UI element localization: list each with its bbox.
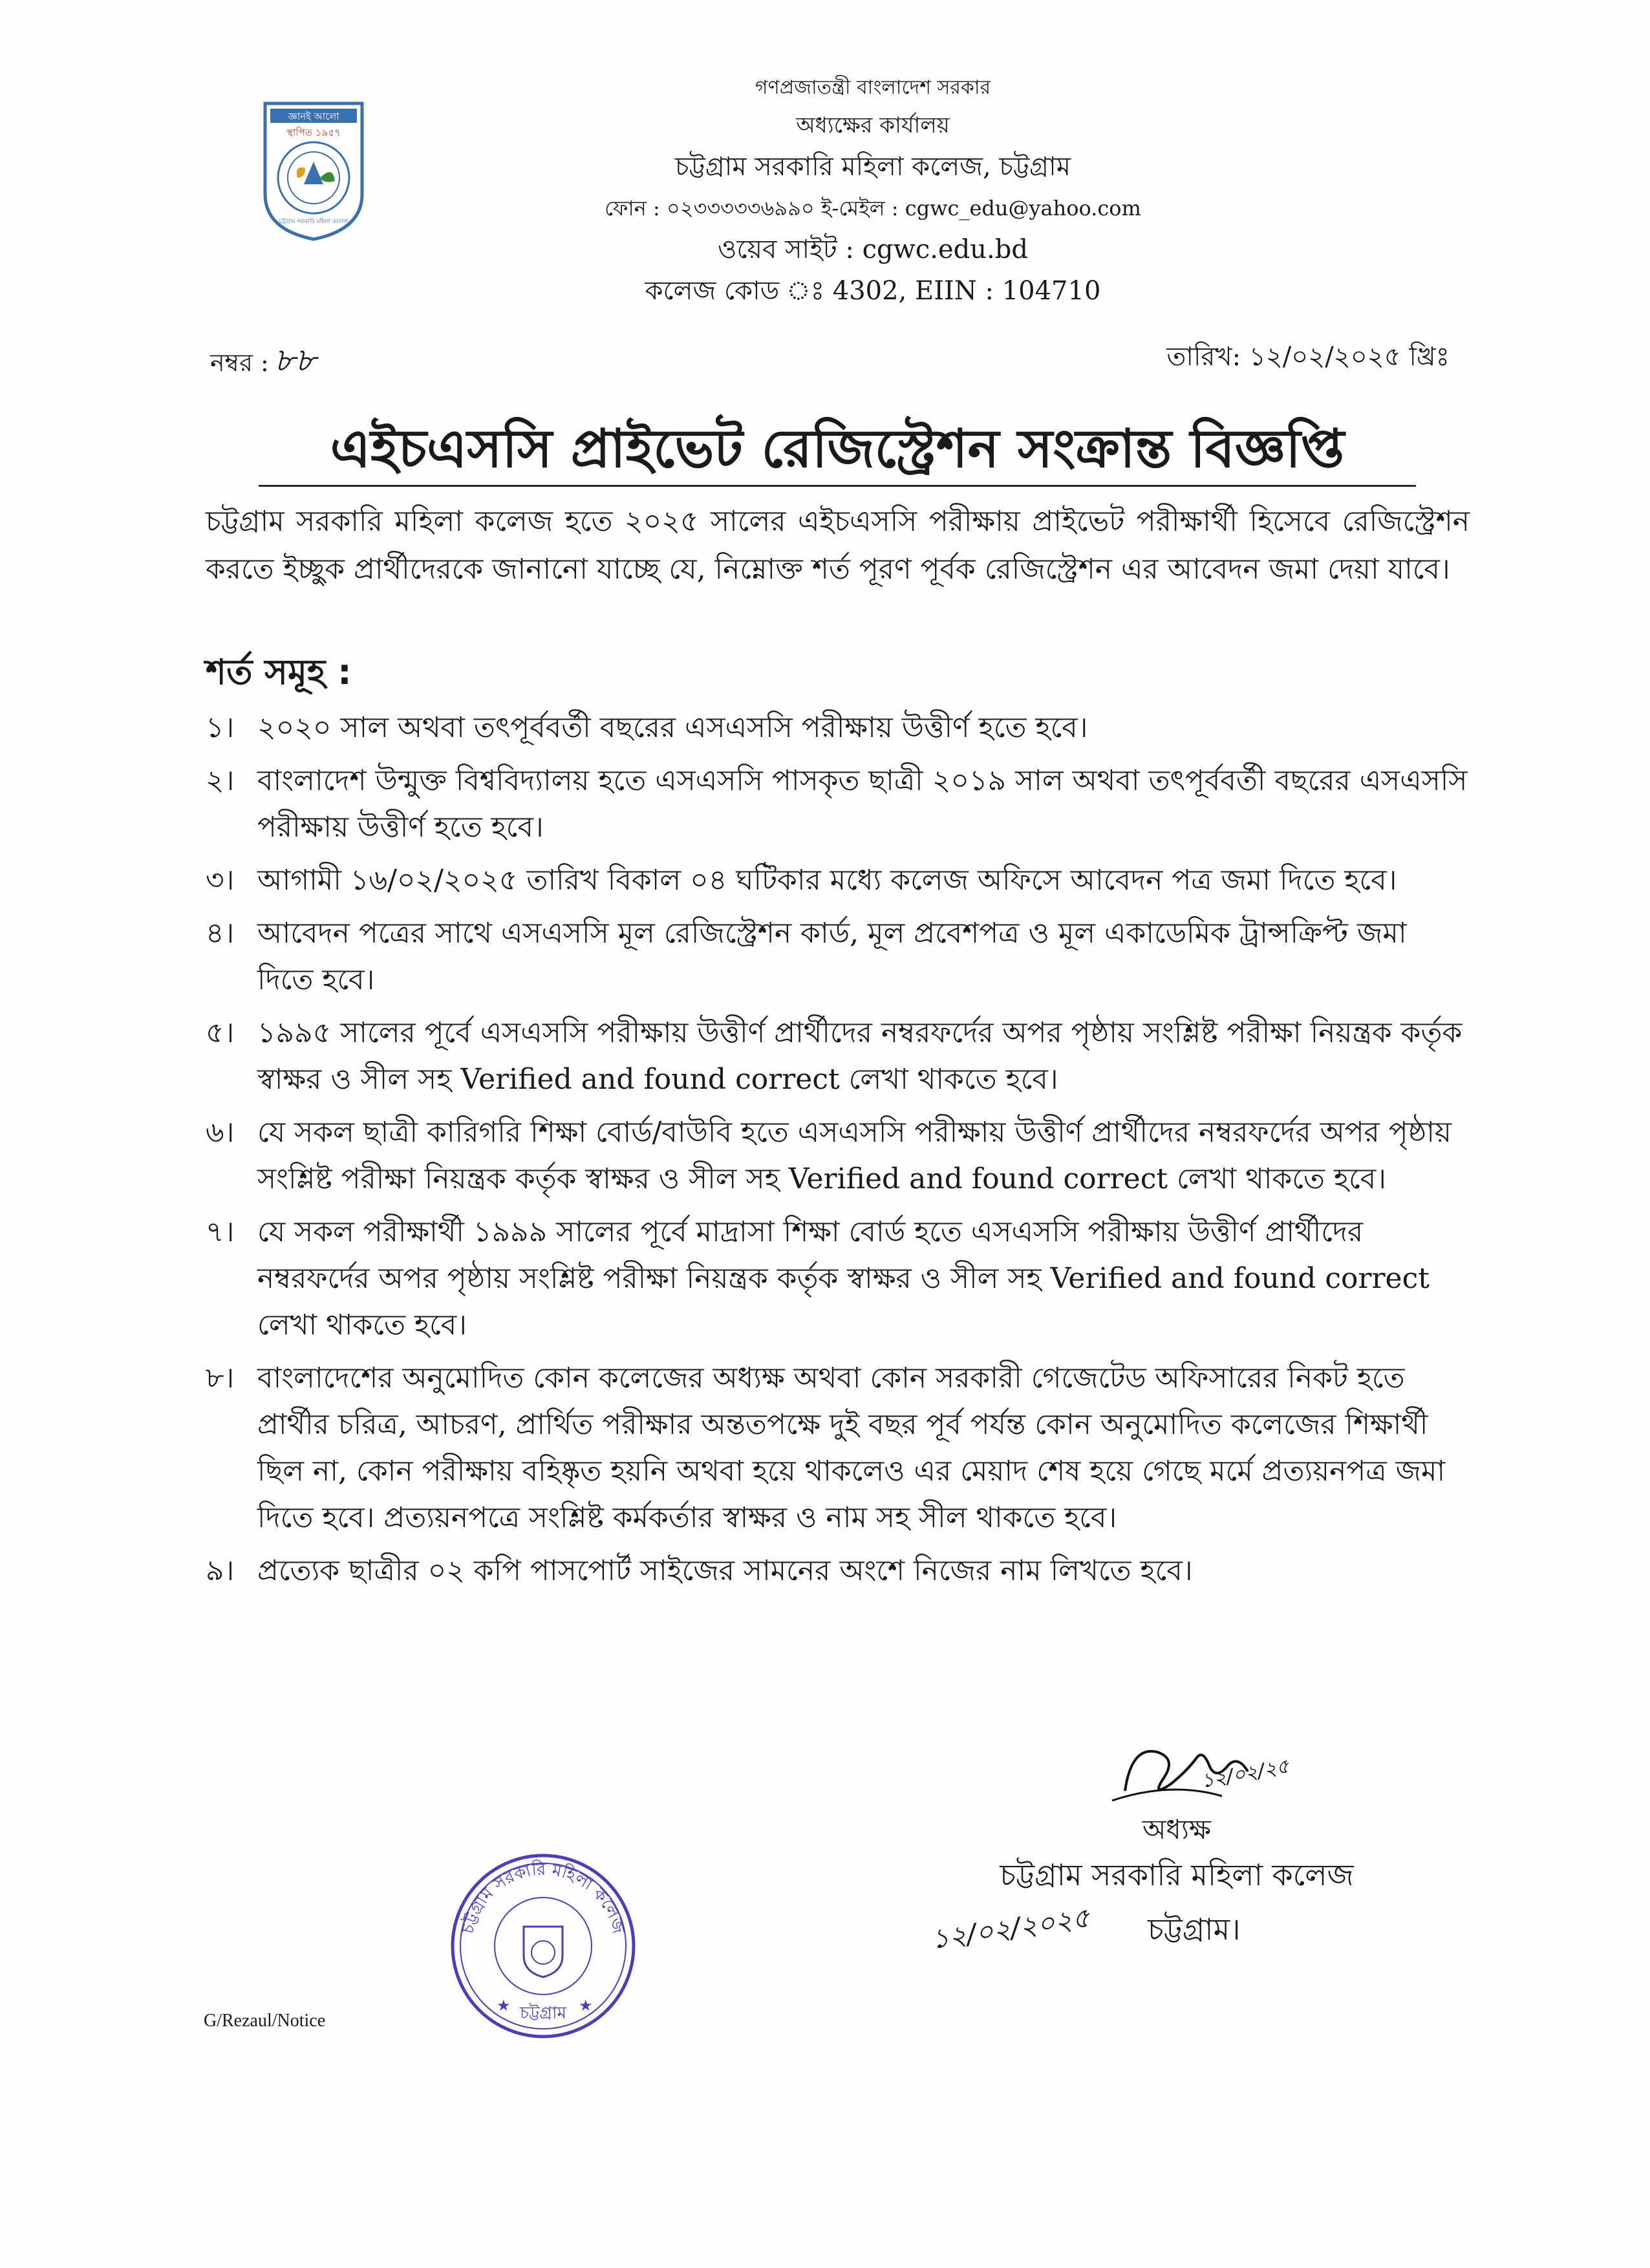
seal-ring-text: চট্টগ্রাম সরকারি মহিলা কলেজ — [458, 1859, 628, 1936]
condition-text: যে সকল ছাত্রী কারিগরি শিক্ষা বোর্ড/বাউবি হতে এসএসসি পরীক্ষায় উত্তীর্ণ প্রার্থীদের নম্বরফর্দের অপর পৃষ্ঠায় সংশ্লিষ্ট পরীক্ষা নিয়ন্ত্রক কর্তৃক স্বাক্ষর ও সীল সহ Verified and found correct লেখা থাকতে হবে। — [257, 1116, 1452, 1195]
footer-reference: G/Rezaul/Notice — [204, 2011, 326, 2031]
condition-text: আবেদন পত্রের সাথে এসএসসি মূল রেজিস্ট্রেশন কার্ড, মূল প্রবেশপত্র ও মূল একাডেমিক ট্রান্সক্রিপ্ট জমা দিতে হবে। — [257, 917, 1407, 996]
official-seal-icon — [446, 1849, 640, 2043]
condition-number: ৬। — [206, 1116, 235, 1149]
signatory-title: অধ্যক্ষ — [1142, 1813, 1212, 1845]
notice-date: তারিখ: ১২/০২/২০২৫ খ্রিঃ — [1166, 342, 1450, 372]
conditions-heading: শর্ত সমূহ : — [206, 652, 352, 692]
memo-value: ৮৮ — [273, 341, 316, 379]
condition-text: বাংলাদেশ উন্মুক্ত বিশ্ববিদ্যালয় হতে এসএসসি পাসকৃত ছাত্রী ২০১৯ সাল অথবা তৎপূর্ববর্তী বছরের এসএসসি পরীক্ষায় উত্তীর্ণ হতে হবে। — [257, 764, 1468, 844]
signature-block — [931, 1720, 1422, 1959]
condition-number: ৩। — [206, 864, 235, 897]
memo-label: নম্বর : — [210, 348, 269, 377]
condition-number: ২। — [206, 764, 235, 797]
condition-item — [206, 857, 1470, 904]
condition-item — [206, 705, 1470, 751]
condition-number: ৪। — [206, 917, 235, 950]
condition-item — [206, 1355, 1470, 1541]
condition-text: ১৯৯৫ সালের পূর্বে এসএসসি পরীক্ষায় উত্তীর্ণ প্রার্থীদের নম্বরফর্দের অপর পৃষ্ঠায় সংশ্লিষ্ট পরীক্ষা নিয়ন্ত্রক কর্তৃক স্বাক্ষর ও সীল সহ Verified and found correct লেখা থাকতে হবে। — [257, 1016, 1462, 1096]
signatory-college: চট্টগ্রাম সরকারি মহিলা কলেজ — [1000, 1857, 1354, 1892]
conditions-list — [206, 705, 1470, 1601]
phone-email: ফোন : ০২৩৩৩৩৩৬৯৯০ ই-মেইল : cgwc_edu@yahoo.com — [605, 196, 1141, 220]
condition-item — [206, 1209, 1470, 1349]
notice-headline: এইচএসসি প্রাইভেট রেজিস্ট্রেশন সংক্রান্ত বিজ্ঞপ্তি — [259, 414, 1416, 487]
svg-text:★: ★ — [579, 1996, 593, 2015]
condition-item — [206, 910, 1470, 1003]
condition-number: ৮। — [206, 1362, 235, 1395]
condition-text: ২০২০ সাল অথবা তৎপূর্ববর্তী বছরের এসএসসি পরীক্ষায় উত্তীর্ণ হতে হবে। — [257, 711, 1088, 744]
condition-number: ১। — [206, 711, 235, 744]
college-name: চট্টগ্রাম সরকারি মহিলা কলেজ, চট্টগ্রাম — [675, 152, 1071, 182]
logo-ring-text: চট্টগ্রাম সরকারি মহিলা কলেজ — [279, 219, 348, 225]
government-name: গণপ্রজাতন্ত্রী বাংলাদেশ সরকার — [755, 76, 991, 99]
office-name: অধ্যক্ষের কার্যালয় — [796, 112, 950, 138]
signatory-city: চট্টগ্রাম। — [1148, 1912, 1241, 1947]
condition-text: প্রত্যেক ছাত্রীর ০২ কপি পাসপোর্ট সাইজের সামনের অংশে নিজের নাম লিখতে হবে। — [257, 1554, 1193, 1587]
svg-text:★: ★ — [497, 1996, 511, 2015]
seal-bottom-text: চট্টগ্রাম — [520, 2004, 566, 2023]
condition-item — [206, 1548, 1470, 1594]
condition-item — [206, 758, 1470, 851]
condition-text: বাংলাদেশের অনুমোদিত কোন কলেজের অধ্যক্ষ অথবা কোন সরকারী গেজেটেড অফিসারের নিকট হতে প্রার্থীর চরিত্র, আচরণ, প্রার্থিত পরীক্ষার অন্ততপক্ষে দুই বছর পূর্ব পর্যন্ত কোন অনুমোদিত কলেজের শিক্ষার্থী ছিল না, কোন পরীক্ষায় বহিষ্কৃত হয়নি অথবা হয়ে থাকলেও এর মেয়াদ শেষ হয়ে গেছে মর্মে প্রত্যয়নপত্র জমা দিতে হবে। প্রত্যয়নপত্রে সংশ্লিষ্ট কর্মকর্তার স্বাক্ষর ও নাম সহ সীল থাকতে হবে। — [257, 1362, 1446, 1534]
condition-text: যে সকল পরীক্ষার্থী ১৯৯৯ সালের পূর্বে মাদ্রাসা শিক্ষা বোর্ড হতে এসএসসি পরীক্ষায় উত্তীর্ণ প্রার্থীদের নম্বরফর্দের অপর পৃষ্ঠায় সংশ্লিষ্ট পরীক্ষা নিয়ন্ত্রক কর্তৃক স্বাক্ষর ও সীল সহ Verified and found correct লেখা থাকতে হবে। — [257, 1215, 1430, 1342]
condition-number: ৫। — [206, 1016, 235, 1049]
logo-top-text: জ্ঞানই আলো — [288, 111, 339, 122]
college-code: কলেজ কোড ঃ 4302, EIIN : 104710 — [645, 276, 1101, 306]
condition-number: ৯। — [206, 1554, 235, 1587]
condition-item — [206, 1010, 1470, 1103]
signatory-city-row — [931, 1901, 1422, 1959]
letterhead — [453, 71, 1293, 312]
college-logo-icon — [259, 97, 369, 242]
signature-date-hand: ১২/০২/২৫ — [1199, 1755, 1291, 1793]
memo-number — [210, 336, 316, 390]
condition-item — [206, 1109, 1470, 1203]
website: ওয়েব সাইট : cgwc.edu.bd — [718, 235, 1028, 264]
condition-number: ৭। — [206, 1215, 235, 1248]
intro-paragraph: চট্টগ্রাম সরকারি মহিলা কলেজ হতে ২০২৫ সালের এইচএসসি পরীক্ষায় প্রাইভেট পরীক্ষার্থী হিসেবে রেজিস্ট্রেশন করতে ইচ্ছুক প্রার্থীদেরকে জানানো যাচ্ছে যে, নিম্নোক্ত শর্ত পূরণ পূর্বক রেজিস্ট্রেশন এর আবেদন জমা দেয়া যাবে। — [206, 505, 1470, 586]
logo-established-text: স্থাপিত ১৯৫৭ — [286, 127, 341, 138]
stamp-date-hand: ১২/০২/২০২৫ — [929, 1901, 1092, 1955]
signature-scribble-icon — [1073, 1720, 1291, 1817]
condition-text: আগামী ১৬/০২/২০২৫ তারিখ বিকাল ০৪ ঘটিকার মধ্যে কলেজ অফিসে আবেদন পত্র জমা দিতে হবে। — [257, 864, 1397, 897]
